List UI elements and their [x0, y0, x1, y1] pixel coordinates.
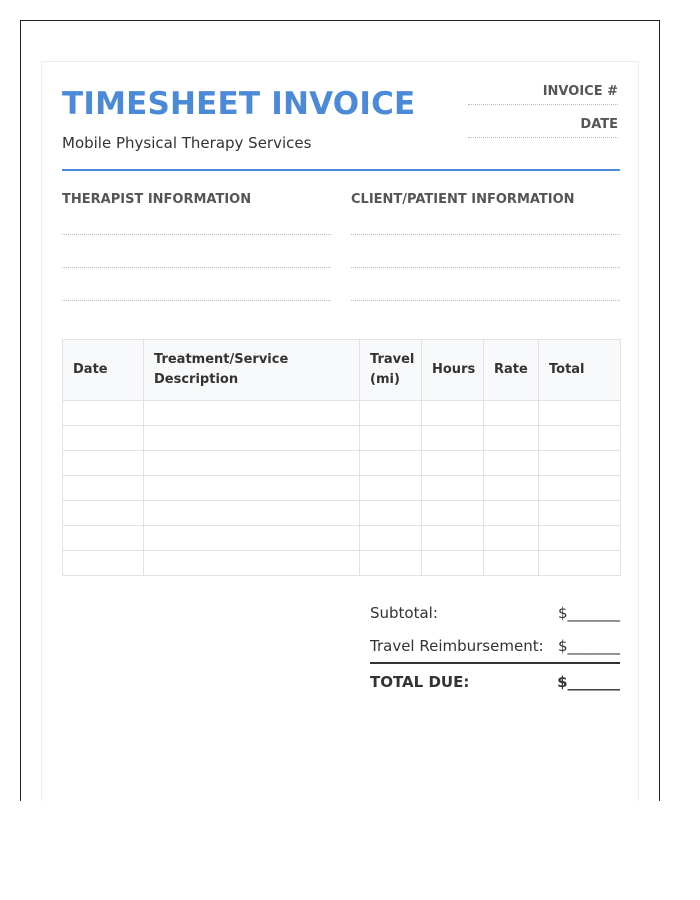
column-header-total: Total [539, 340, 621, 401]
table-row [63, 501, 621, 526]
table-cell[interactable] [63, 501, 144, 526]
total-due-value[interactable]: $_______ [557, 673, 620, 691]
client-info-line[interactable] [351, 269, 620, 301]
table-cell[interactable] [63, 426, 144, 451]
table-cell[interactable] [422, 526, 484, 551]
column-header-date: Date [63, 340, 144, 401]
invoice-sheet [41, 61, 639, 801]
column-header-description-line1: Treatment/Service [154, 352, 289, 367]
column-header-travel-line1: Travel [370, 352, 415, 367]
table-row [63, 551, 621, 576]
table-cell[interactable] [63, 476, 144, 501]
table-cell[interactable] [63, 451, 144, 476]
column-header-travel-line2: (mi) [370, 372, 400, 387]
client-info-section [351, 192, 620, 301]
travel-reimbursement-label: Travel Reimbursement: [370, 637, 544, 655]
table-cell[interactable] [360, 476, 422, 501]
therapist-info-heading: THERAPIST INFORMATION [62, 192, 252, 207]
table-row [63, 476, 621, 501]
invoice-subtitle: Mobile Physical Therapy Services [62, 134, 312, 152]
table-cell[interactable] [422, 476, 484, 501]
table-cell[interactable] [484, 476, 539, 501]
therapist-info-line[interactable] [62, 236, 331, 268]
table-cell[interactable] [63, 401, 144, 426]
client-info-line[interactable] [351, 236, 620, 268]
table-row [63, 401, 621, 426]
header-divider [62, 169, 620, 171]
table-cell[interactable] [144, 451, 360, 476]
table-cell[interactable] [360, 526, 422, 551]
total-due-label: TOTAL DUE: [370, 673, 470, 691]
therapist-info-line[interactable] [62, 269, 331, 301]
table-cell[interactable] [422, 451, 484, 476]
table-cell[interactable] [422, 401, 484, 426]
table-cell[interactable] [144, 426, 360, 451]
column-header-travel [360, 340, 422, 401]
column-header-description-line2: Description [154, 372, 239, 387]
subtotal-value[interactable]: $_______ [557, 604, 620, 622]
invoice-date-field[interactable]: DATE [468, 117, 618, 138]
column-header-hours: Hours [422, 340, 484, 401]
table-row [63, 426, 621, 451]
client-info-line[interactable] [351, 208, 620, 235]
client-info-heading: CLIENT/PATIENT INFORMATION [351, 192, 575, 207]
table-cell[interactable] [63, 551, 144, 576]
totals-section [370, 599, 620, 694]
subtotal-row [370, 599, 620, 632]
table-cell[interactable] [484, 501, 539, 526]
table-cell[interactable] [422, 426, 484, 451]
timesheet-table [62, 339, 621, 576]
table-row [63, 526, 621, 551]
table-row [63, 451, 621, 476]
table-cell[interactable] [360, 451, 422, 476]
table-cell[interactable] [360, 551, 422, 576]
total-due-row [370, 664, 620, 694]
table-cell[interactable] [360, 401, 422, 426]
table-cell[interactable] [539, 451, 621, 476]
column-header-rate: Rate [484, 340, 539, 401]
table-cell[interactable] [539, 551, 621, 576]
table-cell[interactable] [144, 526, 360, 551]
table-cell[interactable] [360, 426, 422, 451]
table-cell[interactable] [539, 501, 621, 526]
table-cell[interactable] [144, 401, 360, 426]
table-cell[interactable] [484, 426, 539, 451]
subtotal-label: Subtotal: [370, 604, 438, 622]
travel-reimbursement-value[interactable]: $_______ [557, 637, 620, 655]
table-cell[interactable] [484, 401, 539, 426]
table-cell[interactable] [63, 526, 144, 551]
table-cell[interactable] [484, 451, 539, 476]
table-cell[interactable] [484, 551, 539, 576]
therapist-info-line[interactable] [62, 208, 331, 235]
table-cell[interactable] [484, 526, 539, 551]
invoice-title: TIMESHEET INVOICE [62, 86, 416, 122]
table-cell[interactable] [144, 501, 360, 526]
table-cell[interactable] [539, 401, 621, 426]
table-cell[interactable] [422, 551, 484, 576]
table-cell[interactable] [422, 501, 484, 526]
page-frame [20, 20, 660, 801]
therapist-info-section [62, 192, 331, 301]
column-header-description [144, 340, 360, 401]
table-cell[interactable] [144, 476, 360, 501]
table-cell[interactable] [144, 551, 360, 576]
table-cell[interactable] [539, 426, 621, 451]
travel-reimbursement-row [370, 632, 620, 665]
invoice-number-field[interactable]: INVOICE # [468, 84, 618, 105]
table-cell[interactable] [360, 501, 422, 526]
table-cell[interactable] [539, 526, 621, 551]
table-cell[interactable] [539, 476, 621, 501]
table-header-row [63, 340, 621, 401]
